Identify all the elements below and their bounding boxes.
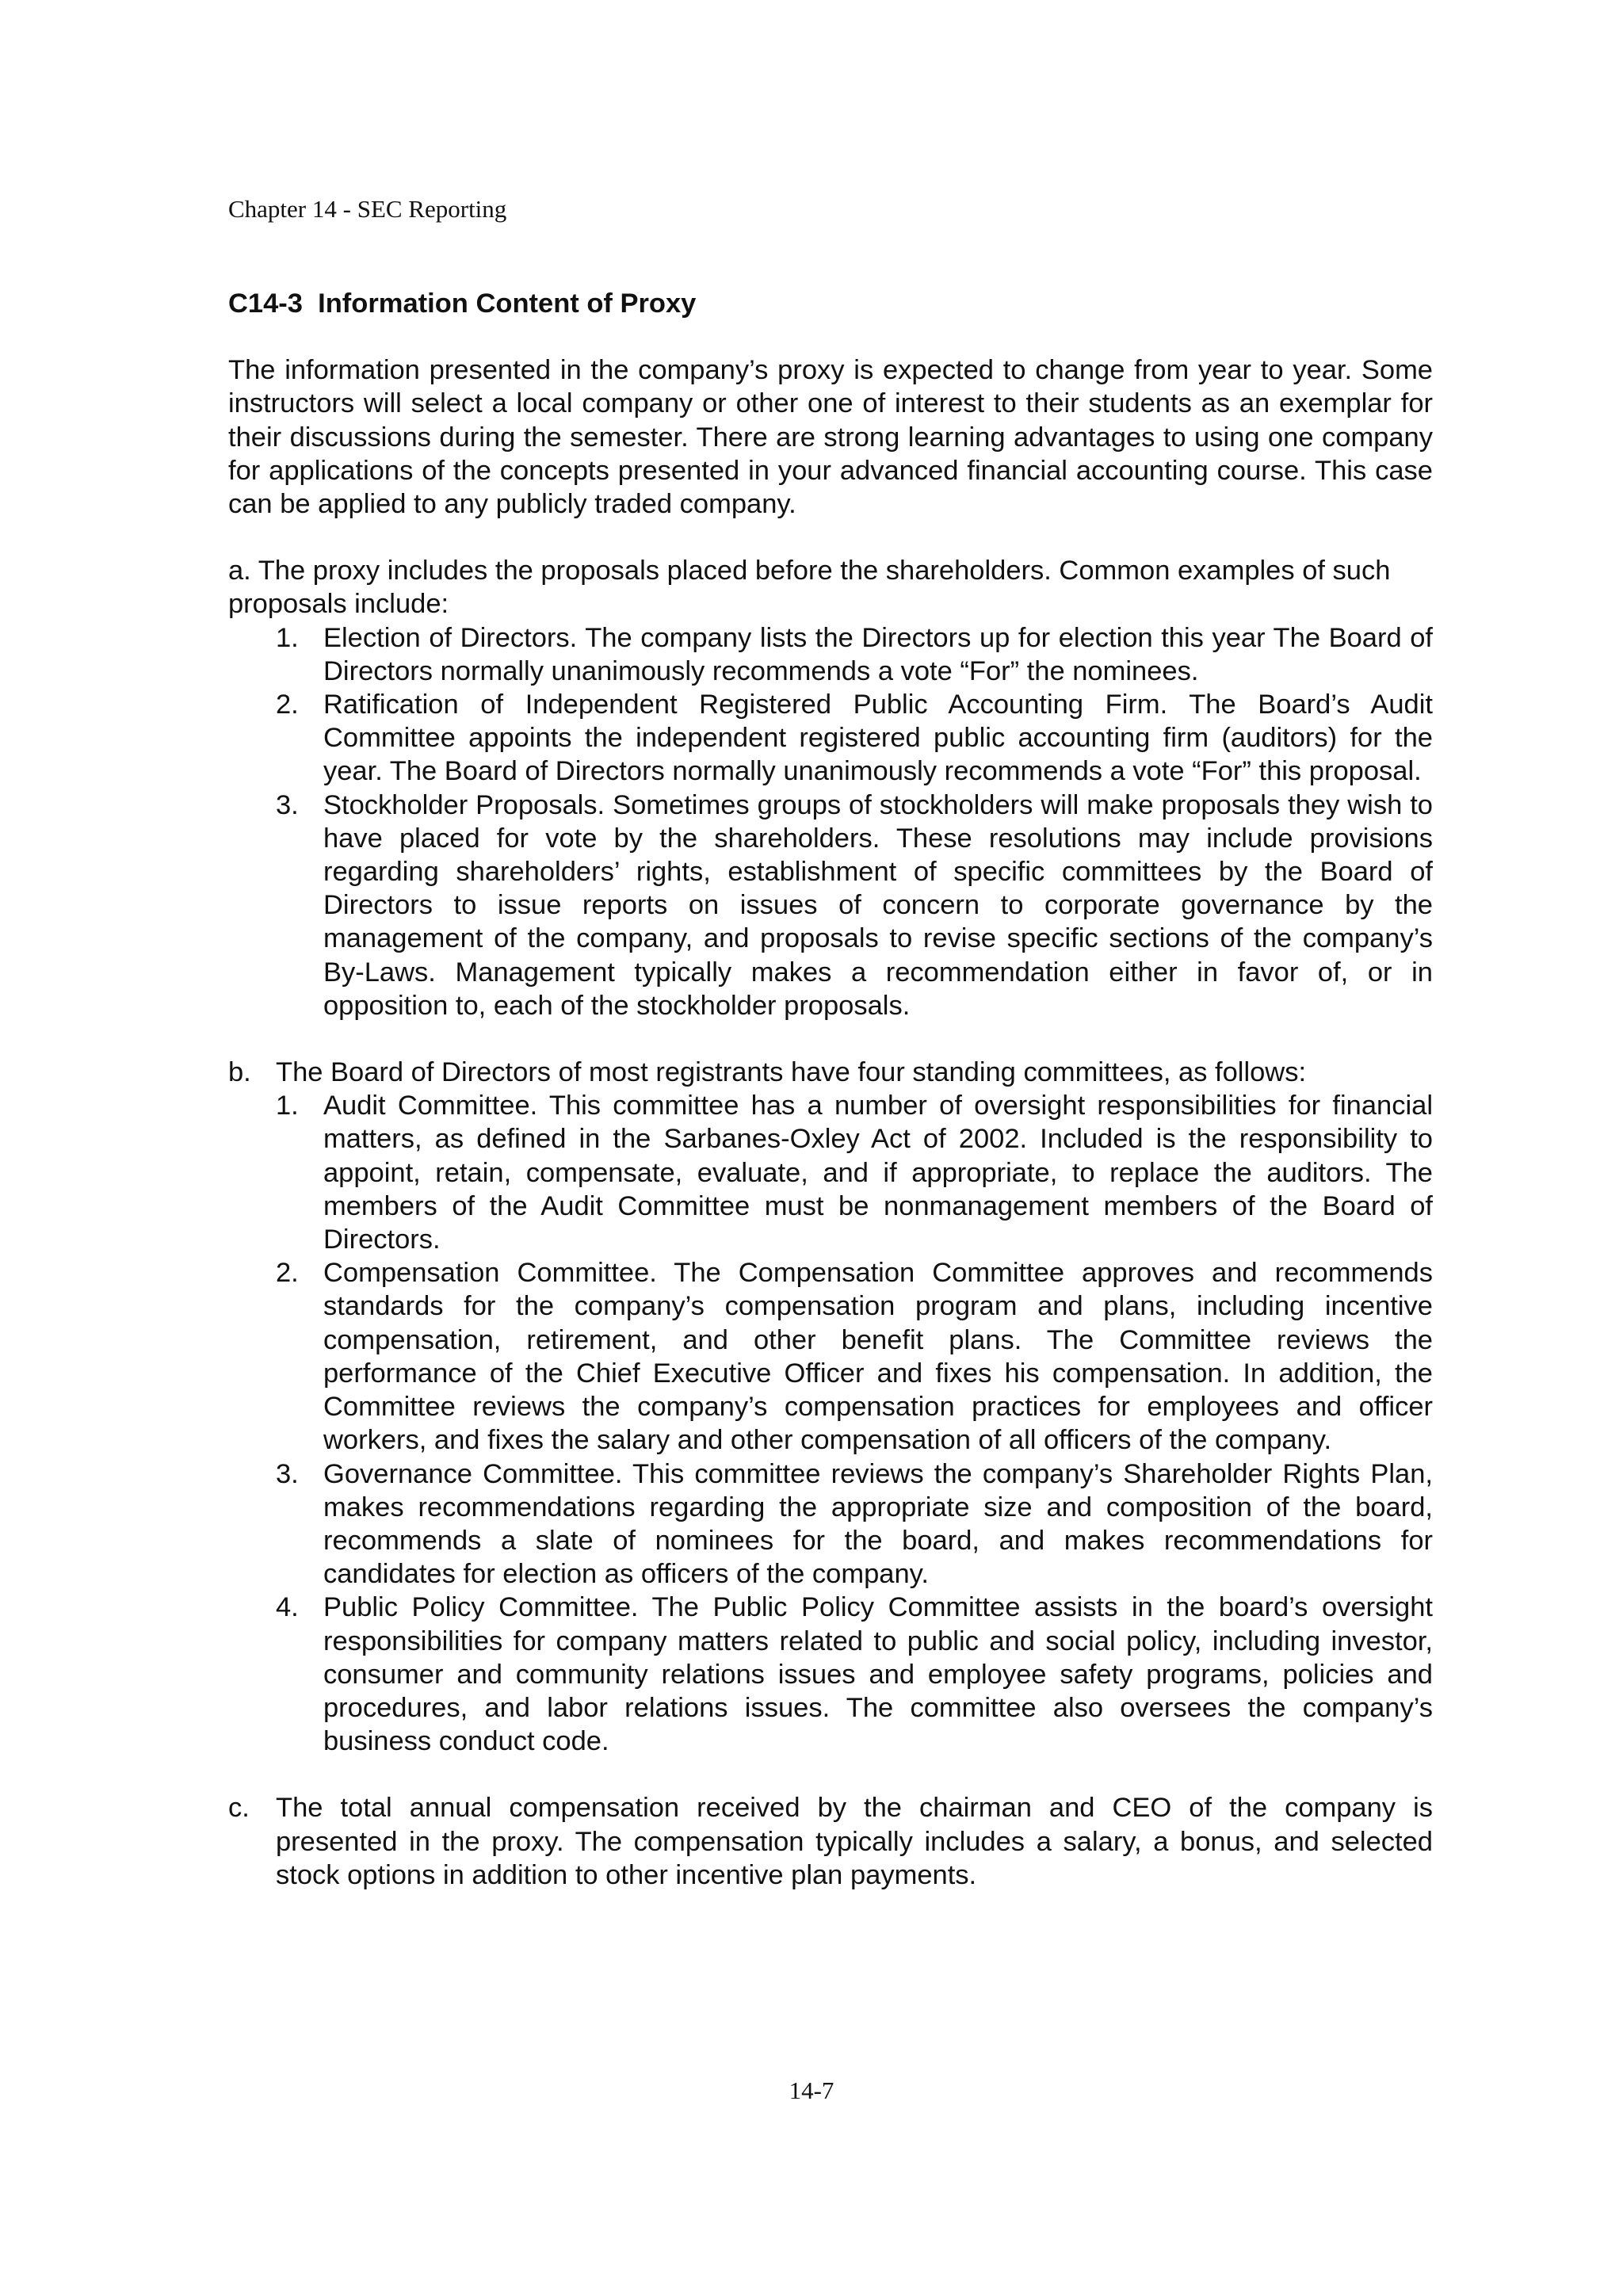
part-b-marker: b. bbox=[228, 1057, 251, 1088]
page-content bbox=[228, 287, 1433, 1925]
case-title: C14-3 Information Content of Proxy bbox=[228, 288, 697, 319]
list-item bbox=[228, 621, 1433, 688]
part-c-marker: c. bbox=[228, 1793, 250, 1824]
list-item-number: 1. bbox=[276, 1091, 299, 1121]
list-item bbox=[228, 1591, 1433, 1758]
list-item-number: 2. bbox=[276, 1258, 299, 1289]
case-intro-paragraph: The information presented in the company’s proxy is expected to change from year to year. Some instructors will select a local company or other one of interest to their students as an exemplar for their discussions during the semester. There are strong learning advantages to using one company for applications of the concepts presented in your advanced financial accounting course. This case can be applied to any publicly traded company. bbox=[228, 355, 1433, 520]
part-a-section bbox=[228, 554, 1433, 1022]
list-item-text: Public Policy Committee. The Public Policy Committee assists in the board’s oversight responsibilities for company matters related to public and social policy, including investor, consumer and community relations issues and employee safety programs, policies and procedures, and labor relations issues. The committee also oversees the company’s business conduct code. bbox=[323, 1592, 1433, 1757]
list-item-text: Audit Committee. This committee has a number of oversight responsibilities for financial matters, as defined in the Sarbanes-Oxley Act of 2002. Included is the responsibility to appoint, retain, compensate, evaluate, and if appropriate, to replace the auditors. The members of the Audit Committee must be nonmanagement members of the Board of Directors. bbox=[323, 1091, 1433, 1255]
list-item-text: Governance Committee. This committee reviews the company’s Shareholder Rights Plan, makes recommendations regarding the appropriate size and composition of the board, recommends a slate of nominees for the board, and makes recommendations for candidates for election as officers of the company. bbox=[323, 1458, 1433, 1590]
list-item-number: 4. bbox=[276, 1592, 299, 1623]
part-c-row bbox=[228, 1791, 1433, 1892]
list-item bbox=[228, 1457, 1433, 1591]
list-item-number: 3. bbox=[276, 789, 299, 820]
part-b-list bbox=[228, 1089, 1433, 1758]
list-item-number: 1. bbox=[276, 622, 299, 653]
part-b-section bbox=[228, 1056, 1433, 1758]
list-item-text: Compensation Committee. The Compensation Committee approves and recommends standards for the company’s compensation program and plans, including incentive compensation, retirement, and other benefit plans. The Committee reviews the performance of the Chief Executive Officer and fixes his compensation. In addition, the Committee reviews the company’s compensation practices for employees and officer workers, and fixes the salary and other compensation of all officers of the company. bbox=[323, 1258, 1433, 1456]
part-c-text: The total annual compensation received by the chairman and CEO of the company is presented in the proxy. The compensation typically includes a salary, a bonus, and selected stock options in addition to other incentive plan payments. bbox=[276, 1793, 1433, 1890]
list-item-text: Ratification of Independent Registered Public Accounting Firm. The Board’s Audit Committee appoints the independent registered public accounting firm (auditors) for the year. The Board of Directors normally unanimously recommends a vote “For” this proposal. bbox=[323, 690, 1433, 787]
part-b-intro-row bbox=[228, 1056, 1433, 1089]
list-item-text: Election of Directors. The company lists the Directors up for election this year The Board of Directors normally unanimously recommends a vote “For” the nominees. bbox=[323, 622, 1433, 686]
list-item-number: 3. bbox=[276, 1458, 299, 1489]
list-item bbox=[228, 688, 1433, 789]
part-a-intro: a. The proxy includes the proposals placed before the shareholders. Common examples of such proposals include: bbox=[228, 556, 1391, 620]
list-item-number: 2. bbox=[276, 690, 299, 720]
list-item bbox=[228, 1089, 1433, 1256]
list-item-text: Stockholder Proposals. Sometimes groups of stockholders will make proposals they wish to have placed for vote by the shareholders. These resolutions may include provisions regarding shareholders’ rights, establishment of specific committees by the Board of Directors to issue reports on issues of concern to corporate governance by the management of the company, and proposals to revise specific sections of the company’s By-Laws. Management typically makes a recommendation either in favor of, or in opposition to, each of the stockholder proposals. bbox=[323, 789, 1433, 1021]
part-b-intro: The Board of Directors of most registrants have four standing committees, as follows: bbox=[276, 1057, 1307, 1088]
page-number: 14-7 bbox=[789, 2076, 834, 2104]
list-item bbox=[228, 1256, 1433, 1457]
running-header: Chapter 14 - SEC Reporting bbox=[228, 195, 507, 223]
part-a-list bbox=[228, 621, 1433, 1022]
list-item bbox=[228, 789, 1433, 1022]
part-c-section bbox=[228, 1791, 1433, 1892]
